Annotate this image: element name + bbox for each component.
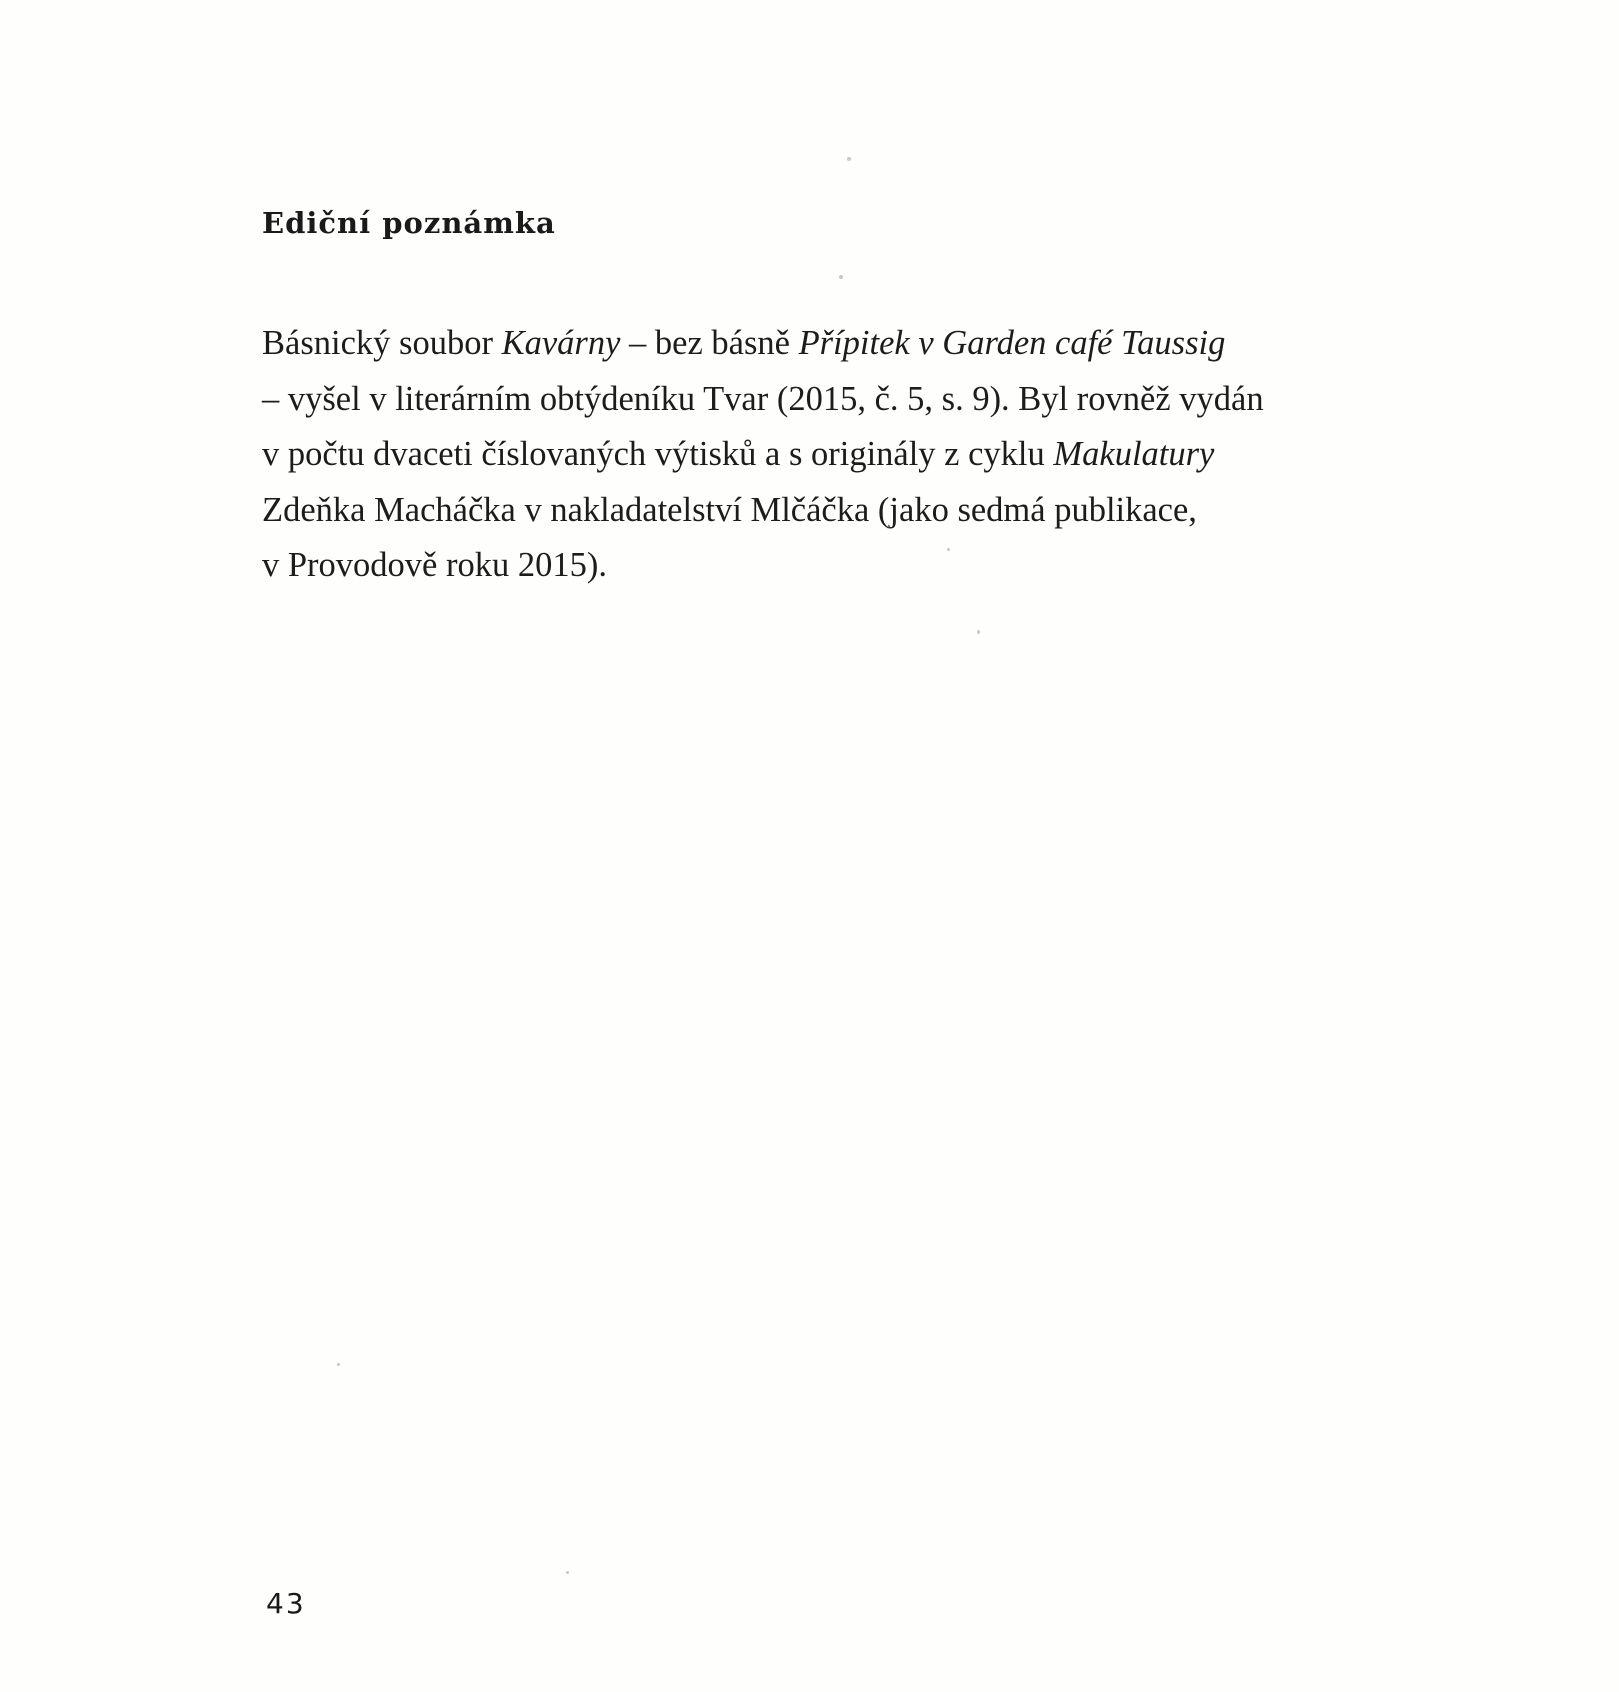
line3-text-1: v počtu dvaceti číslovaných výtisků a s originály z cyklu (262, 435, 1054, 473)
paragraph-line-4: Zdeňka Macháčka v nakladatelství Mlčáčka (jako sedmá publikace, (262, 490, 1197, 529)
title-makulatury: Makulatury (1053, 435, 1215, 473)
paper-speck (337, 1363, 340, 1366)
section-heading: Ediční poznámka (262, 206, 556, 240)
paper-speck (977, 630, 980, 634)
paragraph-line-3 (262, 427, 1422, 483)
title-pripitek: Přípitek v Garden café Taussig (798, 324, 1226, 362)
paper-speck (847, 157, 851, 161)
line1-text-2: – bez básně (620, 324, 799, 362)
line1-text-1: Básnický soubor (262, 324, 502, 362)
paragraph-line-5: v Provodově roku 2015). (262, 546, 607, 584)
paper-speck (839, 275, 843, 279)
editorial-note-paragraph (262, 316, 1422, 594)
paper-speck (947, 548, 950, 551)
paragraph-line-1 (262, 316, 1422, 372)
page-number: 43 (266, 1587, 306, 1620)
paper-speck (566, 1571, 569, 1574)
paragraph-line-2: – vyšel v literárním obtýdeníku Tvar (2015, č. 5, s. 9). Byl rovněž vydán (262, 379, 1264, 418)
title-kavarny: Kavárny (501, 324, 621, 362)
